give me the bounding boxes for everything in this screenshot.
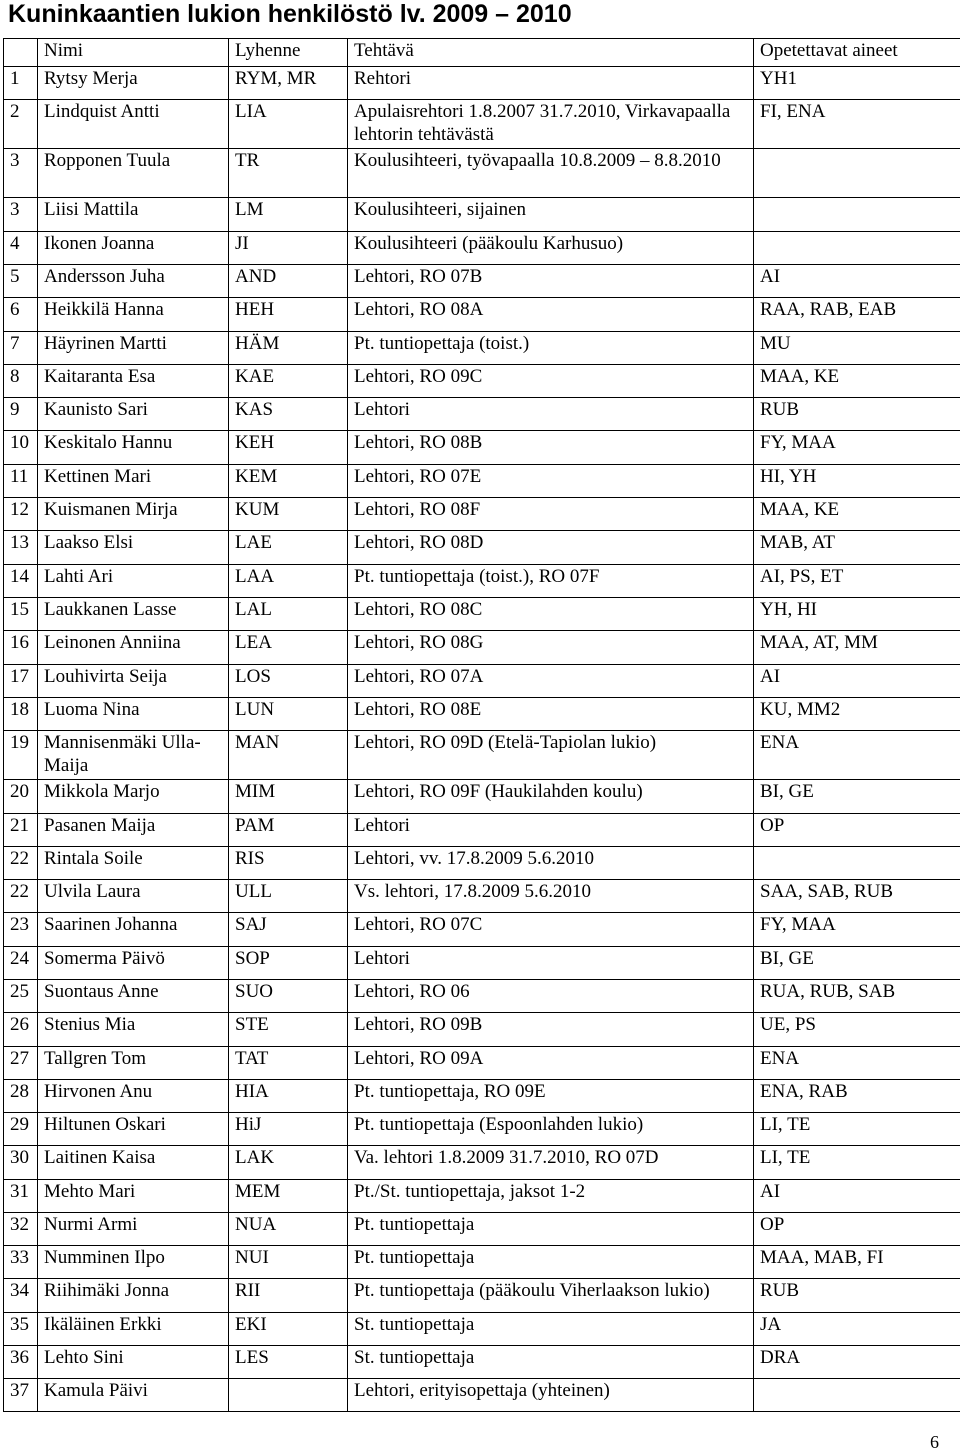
row-number: 10 <box>4 431 38 465</box>
staff-abbreviation: RII <box>229 1279 348 1313</box>
row-number: 31 <box>4 1180 38 1213</box>
table-row <box>4 698 960 731</box>
staff-role: Lehtori, RO 07A <box>348 665 754 698</box>
staff-subjects: DRA <box>754 1346 960 1379</box>
table-row <box>4 1180 960 1213</box>
table-row <box>4 1279 960 1313</box>
row-number: 36 <box>4 1346 38 1379</box>
row-number: 30 <box>4 1146 38 1180</box>
staff-subjects: BI, GE <box>754 947 960 980</box>
staff-role: Pt. tuntiopettaja (Espoonlahden lukio) <box>348 1113 754 1146</box>
staff-role: Lehtori, RO 08G <box>348 631 754 665</box>
table-row <box>4 880 960 913</box>
table-row <box>4 1013 960 1047</box>
staff-abbreviation: PAM <box>229 814 348 847</box>
staff-abbreviation: AND <box>229 265 348 298</box>
staff-subjects: MAA, AT, MM <box>754 631 960 665</box>
staff-role: Lehtori, RO 08D <box>348 531 754 565</box>
staff-abbreviation: HIA <box>229 1080 348 1113</box>
staff-role: Va. lehtori 1.8.2009 31.7.2010, RO 07D <box>348 1146 754 1180</box>
table-row <box>4 780 960 814</box>
row-number: 37 <box>4 1379 38 1412</box>
table-row <box>4 731 960 780</box>
staff-subjects: FY, MAA <box>754 431 960 465</box>
row-number: 8 <box>4 365 38 398</box>
table-row <box>4 531 960 565</box>
staff-abbreviation: RYM, MR <box>229 67 348 100</box>
staff-name: Hirvonen Anu <box>38 1080 229 1113</box>
staff-name: Stenius Mia <box>38 1013 229 1047</box>
staff-role: Lehtori, RO 08F <box>348 498 754 531</box>
staff-subjects: YH, HI <box>754 598 960 631</box>
staff-abbreviation: HEH <box>229 298 348 332</box>
staff-role: Lehtori <box>348 814 754 847</box>
table-row <box>4 465 960 498</box>
staff-name: Lindquist Antti <box>38 100 229 149</box>
staff-subjects: MU <box>754 332 960 365</box>
staff-role: Lehtori, vv. 17.8.2009 5.6.2010 <box>348 847 754 880</box>
staff-name: Ikäläinen Erkki <box>38 1313 229 1346</box>
row-number: 26 <box>4 1013 38 1047</box>
row-number: 11 <box>4 465 38 498</box>
staff-subjects <box>754 198 960 232</box>
staff-name: Pasanen Maija <box>38 814 229 847</box>
staff-abbreviation: LAL <box>229 598 348 631</box>
staff-subjects: LI, TE <box>754 1146 960 1180</box>
staff-name: Suontaus Anne <box>38 980 229 1013</box>
staff-name: Tallgren Tom <box>38 1047 229 1080</box>
table-row <box>4 149 960 198</box>
row-number: 22 <box>4 880 38 913</box>
table-row <box>4 498 960 531</box>
staff-name: Ikonen Joanna <box>38 232 229 265</box>
staff-abbreviation: STE <box>229 1013 348 1047</box>
staff-subjects <box>754 149 960 198</box>
staff-role: Lehtori, RO 09D (Etelä-Tapiolan lukio) <box>348 731 754 780</box>
staff-name: Rytsy Merja <box>38 67 229 100</box>
staff-abbreviation: MEM <box>229 1180 348 1213</box>
staff-subjects: ENA, RAB <box>754 1080 960 1113</box>
staff-name: Leinonen Anniina <box>38 631 229 665</box>
table-header-row <box>4 39 960 67</box>
staff-name: Laitinen Kaisa <box>38 1146 229 1180</box>
staff-subjects <box>754 847 960 880</box>
row-number: 3 <box>4 198 38 232</box>
staff-role: Pt. tuntiopettaja (toist.) <box>348 332 754 365</box>
table-row <box>4 1146 960 1180</box>
staff-subjects: YH1 <box>754 67 960 100</box>
table-row <box>4 1313 960 1346</box>
staff-name: Ropponen Tuula <box>38 149 229 198</box>
header-role: Tehtävä <box>348 39 754 67</box>
table-row <box>4 332 960 365</box>
table-row <box>4 198 960 232</box>
staff-abbreviation: KAE <box>229 365 348 398</box>
table-row <box>4 913 960 947</box>
header-abbreviation: Lyhenne <box>229 39 348 67</box>
staff-subjects: FY, MAA <box>754 913 960 947</box>
table-row <box>4 265 960 298</box>
staff-role: Pt. tuntiopettaja (pääkoulu Viherlaakson lukio) <box>348 1279 754 1313</box>
row-number: 14 <box>4 565 38 598</box>
staff-name: Heikkilä Hanna <box>38 298 229 332</box>
table-row <box>4 1047 960 1080</box>
table-row <box>4 232 960 265</box>
staff-subjects: KU, MM2 <box>754 698 960 731</box>
header-name: Nimi <box>38 39 229 67</box>
staff-abbreviation: LUN <box>229 698 348 731</box>
staff-role: Lehtori, erityisopettaja (yhteinen) <box>348 1379 754 1412</box>
table-row <box>4 67 960 100</box>
staff-abbreviation: KUM <box>229 498 348 531</box>
row-number: 7 <box>4 332 38 365</box>
staff-abbreviation: LAE <box>229 531 348 565</box>
row-number: 23 <box>4 913 38 947</box>
row-number: 15 <box>4 598 38 631</box>
staff-name: Kettinen Mari <box>38 465 229 498</box>
staff-role: Lehtori, RO 09C <box>348 365 754 398</box>
table-row <box>4 565 960 598</box>
staff-role: Lehtori, RO 07C <box>348 913 754 947</box>
row-number: 18 <box>4 698 38 731</box>
staff-name: Kaitaranta Esa <box>38 365 229 398</box>
staff-abbreviation: LAA <box>229 565 348 598</box>
table-row <box>4 814 960 847</box>
staff-role: Lehtori <box>348 398 754 431</box>
staff-subjects: UE, PS <box>754 1013 960 1047</box>
staff-role: Pt. tuntiopettaja, RO 09E <box>348 1080 754 1113</box>
row-number: 4 <box>4 232 38 265</box>
row-number: 5 <box>4 265 38 298</box>
staff-subjects: AI, PS, ET <box>754 565 960 598</box>
staff-abbreviation: MAN <box>229 731 348 780</box>
staff-role: St. tuntiopettaja <box>348 1313 754 1346</box>
staff-name: Kaunisto Sari <box>38 398 229 431</box>
row-number: 6 <box>4 298 38 332</box>
staff-subjects <box>754 1379 960 1412</box>
header-number <box>4 39 38 67</box>
row-number: 12 <box>4 498 38 531</box>
staff-subjects: RUB <box>754 398 960 431</box>
staff-name: Kamula Päivi <box>38 1379 229 1412</box>
staff-subjects: AI <box>754 265 960 298</box>
staff-role: Apulaisrehtori 1.8.2007 31.7.2010, Virkavapaalla lehtorin tehtävästä <box>348 100 754 149</box>
page-title: Kuninkaantien lukion henkilöstö lv. 2009 – 2010 <box>8 0 572 29</box>
staff-abbreviation: KEM <box>229 465 348 498</box>
staff-subjects: OP <box>754 814 960 847</box>
staff-role: Lehtori, RO 09A <box>348 1047 754 1080</box>
staff-role: Lehtori, RO 09B <box>348 1013 754 1047</box>
staff-name: Mannisenmäki Ulla-Maija <box>38 731 229 780</box>
page-number: 6 <box>930 1432 939 1453</box>
table-row <box>4 665 960 698</box>
staff-name: Hiltunen Oskari <box>38 1113 229 1146</box>
row-number: 34 <box>4 1279 38 1313</box>
staff-abbreviation: SUO <box>229 980 348 1013</box>
staff-name: Kuismanen Mirja <box>38 498 229 531</box>
staff-subjects: FI, ENA <box>754 100 960 149</box>
staff-name: Luoma Nina <box>38 698 229 731</box>
table-row <box>4 631 960 665</box>
staff-role: Lehtori, RO 07E <box>348 465 754 498</box>
header-subjects: Opetettavat aineet <box>754 39 960 67</box>
staff-name: Somerma Päivö <box>38 947 229 980</box>
staff-abbreviation: ULL <box>229 880 348 913</box>
staff-role: Pt. tuntiopettaja (toist.), RO 07F <box>348 565 754 598</box>
staff-abbreviation: LIA <box>229 100 348 149</box>
staff-role: Lehtori, RO 08B <box>348 431 754 465</box>
staff-name: Laukkanen Lasse <box>38 598 229 631</box>
staff-abbreviation: HiJ <box>229 1113 348 1146</box>
staff-name: Häyrinen Martti <box>38 332 229 365</box>
table-row <box>4 980 960 1013</box>
staff-abbreviation: KEH <box>229 431 348 465</box>
row-number: 28 <box>4 1080 38 1113</box>
staff-table <box>3 38 960 1412</box>
staff-name: Lehto Sini <box>38 1346 229 1379</box>
staff-subjects: OP <box>754 1213 960 1246</box>
staff-subjects: MAA, MAB, FI <box>754 1246 960 1279</box>
staff-abbreviation: LES <box>229 1346 348 1379</box>
table-row <box>4 1379 960 1412</box>
staff-abbreviation: KAS <box>229 398 348 431</box>
staff-name: Saarinen Johanna <box>38 913 229 947</box>
staff-name: Rintala Soile <box>38 847 229 880</box>
staff-name: Riihimäki Jonna <box>38 1279 229 1313</box>
row-number: 32 <box>4 1213 38 1246</box>
row-number: 24 <box>4 947 38 980</box>
staff-name: Lahti Ari <box>38 565 229 598</box>
staff-abbreviation: LOS <box>229 665 348 698</box>
staff-subjects: LI, TE <box>754 1113 960 1146</box>
staff-abbreviation: TAT <box>229 1047 348 1080</box>
staff-abbreviation: SOP <box>229 947 348 980</box>
staff-subjects: ENA <box>754 731 960 780</box>
staff-name: Numminen Ilpo <box>38 1246 229 1279</box>
table-row <box>4 847 960 880</box>
staff-role: Pt. tuntiopettaja <box>348 1246 754 1279</box>
staff-subjects: SAA, SAB, RUB <box>754 880 960 913</box>
row-number: 21 <box>4 814 38 847</box>
staff-abbreviation: RIS <box>229 847 348 880</box>
staff-abbreviation: LEA <box>229 631 348 665</box>
staff-role: Lehtori, RO 06 <box>348 980 754 1013</box>
table-row <box>4 1246 960 1279</box>
staff-subjects: JA <box>754 1313 960 1346</box>
staff-abbreviation: LM <box>229 198 348 232</box>
staff-role: Pt. tuntiopettaja <box>348 1213 754 1246</box>
table-row <box>4 1080 960 1113</box>
row-number: 2 <box>4 100 38 149</box>
staff-name: Mehto Mari <box>38 1180 229 1213</box>
staff-role: Koulusihteeri, sijainen <box>348 198 754 232</box>
table-row <box>4 100 960 149</box>
row-number: 25 <box>4 980 38 1013</box>
row-number: 9 <box>4 398 38 431</box>
staff-subjects: RUA, RUB, SAB <box>754 980 960 1013</box>
staff-abbreviation: JI <box>229 232 348 265</box>
staff-role: Koulusihteeri, työvapaalla 10.8.2009 – 8.8.2010 <box>348 149 754 198</box>
staff-abbreviation: EKI <box>229 1313 348 1346</box>
staff-abbreviation <box>229 1379 348 1412</box>
row-number: 13 <box>4 531 38 565</box>
staff-name: Ulvila Laura <box>38 880 229 913</box>
staff-role: Lehtori, RO 08E <box>348 698 754 731</box>
staff-role: Lehtori, RO 09F (Haukilahden koulu) <box>348 780 754 814</box>
staff-role: Vs. lehtori, 17.8.2009 5.6.2010 <box>348 880 754 913</box>
row-number: 35 <box>4 1313 38 1346</box>
staff-abbreviation: NUI <box>229 1246 348 1279</box>
table-row <box>4 947 960 980</box>
staff-subjects: HI, YH <box>754 465 960 498</box>
staff-role: Koulusihteeri (pääkoulu Karhusuo) <box>348 232 754 265</box>
row-number: 22 <box>4 847 38 880</box>
staff-subjects: MAB, AT <box>754 531 960 565</box>
staff-role: Pt./St. tuntiopettaja, jaksot 1-2 <box>348 1180 754 1213</box>
row-number: 3 <box>4 149 38 198</box>
staff-subjects: RUB <box>754 1279 960 1313</box>
row-number: 33 <box>4 1246 38 1279</box>
row-number: 16 <box>4 631 38 665</box>
table-row <box>4 365 960 398</box>
row-number: 1 <box>4 67 38 100</box>
staff-subjects: ENA <box>754 1047 960 1080</box>
staff-role: Lehtori <box>348 947 754 980</box>
row-number: 29 <box>4 1113 38 1146</box>
row-number: 19 <box>4 731 38 780</box>
staff-abbreviation: TR <box>229 149 348 198</box>
staff-subjects <box>754 232 960 265</box>
table-row <box>4 431 960 465</box>
staff-abbreviation: LAK <box>229 1146 348 1180</box>
staff-subjects: RAA, RAB, EAB <box>754 298 960 332</box>
staff-subjects: AI <box>754 665 960 698</box>
staff-subjects: BI, GE <box>754 780 960 814</box>
table-row <box>4 298 960 332</box>
row-number: 27 <box>4 1047 38 1080</box>
staff-subjects: AI <box>754 1180 960 1213</box>
staff-abbreviation: HÄM <box>229 332 348 365</box>
staff-subjects: MAA, KE <box>754 498 960 531</box>
staff-name: Liisi Mattila <box>38 198 229 232</box>
staff-role: Rehtori <box>348 67 754 100</box>
table-row <box>4 598 960 631</box>
row-number: 20 <box>4 780 38 814</box>
staff-abbreviation: SAJ <box>229 913 348 947</box>
staff-name: Andersson Juha <box>38 265 229 298</box>
staff-abbreviation: NUA <box>229 1213 348 1246</box>
table-row <box>4 1113 960 1146</box>
table-row <box>4 1213 960 1246</box>
staff-name: Mikkola Marjo <box>38 780 229 814</box>
table-row <box>4 398 960 431</box>
staff-name: Louhivirta Seija <box>38 665 229 698</box>
staff-role: Lehtori, RO 08C <box>348 598 754 631</box>
row-number: 17 <box>4 665 38 698</box>
staff-role: St. tuntiopettaja <box>348 1346 754 1379</box>
staff-role: Lehtori, RO 07B <box>348 265 754 298</box>
staff-name: Keskitalo Hannu <box>38 431 229 465</box>
staff-abbreviation: MIM <box>229 780 348 814</box>
table-row <box>4 1346 960 1379</box>
staff-name: Nurmi Armi <box>38 1213 229 1246</box>
staff-subjects: MAA, KE <box>754 365 960 398</box>
staff-name: Laakso Elsi <box>38 531 229 565</box>
staff-role: Lehtori, RO 08A <box>348 298 754 332</box>
